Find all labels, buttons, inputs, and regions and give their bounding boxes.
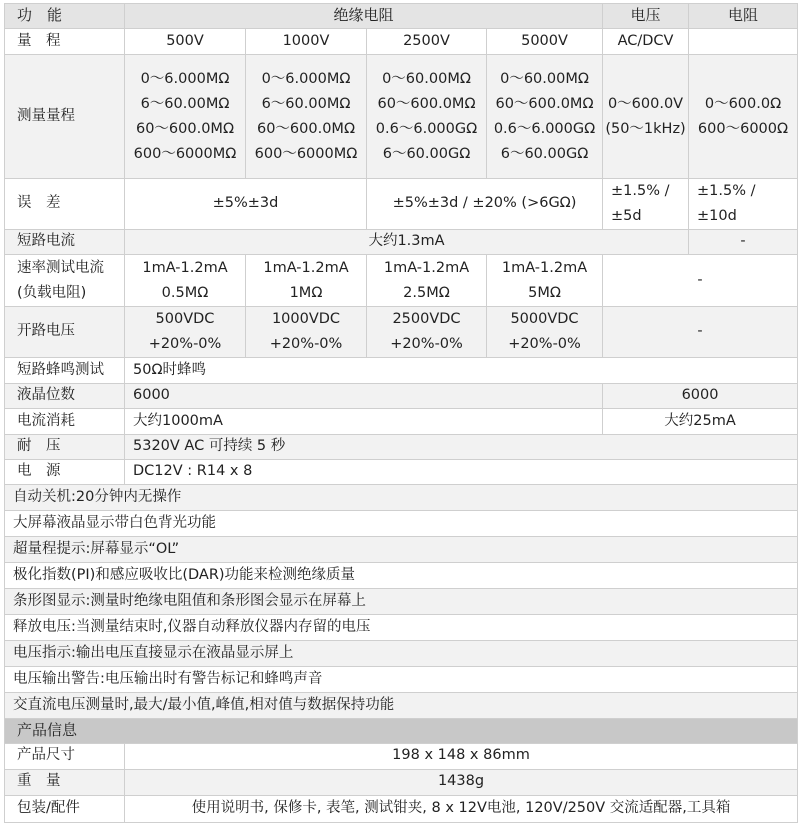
error-row xyxy=(5,179,798,230)
consumption-row xyxy=(5,409,798,435)
lcd-label: 液晶位数 xyxy=(5,384,125,409)
measure-range-resistance xyxy=(689,55,798,179)
rate-current-5000v xyxy=(487,255,603,307)
lcd-insulation: 6000 xyxy=(125,384,603,409)
range-row xyxy=(5,29,798,55)
range-500v: 500V xyxy=(125,29,246,55)
rate-current-resistance: - xyxy=(603,255,798,307)
label-line: (负载电阻) xyxy=(17,284,87,301)
load-value: 5MΩ xyxy=(528,284,561,301)
product-package-value: 使用说明书, 保修卡, 表笔, 测试钳夹, 8 x 12V电池, 120V/250V 交流适配器,工具箱 xyxy=(125,795,798,822)
rate-current-label xyxy=(5,255,125,307)
power-row xyxy=(5,460,798,485)
product-size-label: 产品尺寸 xyxy=(5,743,125,769)
range-resistance xyxy=(689,29,798,55)
range-voltage: AC/DCV xyxy=(603,29,689,55)
feature-text: 释放电压:当测量结束时,仪器自动释放仪器内存留的电压 xyxy=(5,615,798,641)
range-value: 0～600.0V xyxy=(607,95,684,112)
range-value: 0～600.0Ω xyxy=(704,95,782,112)
consumption-label: 电流消耗 xyxy=(5,409,125,435)
open-voltage-resistance: - xyxy=(603,307,798,358)
measure-range-500v xyxy=(125,55,246,179)
feature-text: 自动关机:20分钟内无操作 xyxy=(5,485,798,511)
range-value: 0～6.000MΩ xyxy=(140,70,230,87)
range-value: 0～6.000MΩ xyxy=(261,70,351,87)
rate-current-2500v xyxy=(367,255,487,307)
error-voltage xyxy=(603,179,689,230)
measure-range-voltage xyxy=(603,55,689,179)
measure-range-5000v xyxy=(487,55,603,179)
voltage-value: 1000VDC xyxy=(271,311,341,327)
tolerance-value: +20%-0% xyxy=(390,336,463,352)
load-value: 2.5MΩ xyxy=(403,284,450,301)
feature-row xyxy=(5,615,798,641)
range-value: 0～60.00MΩ xyxy=(500,70,589,87)
measure-range-2500v xyxy=(367,55,487,179)
tolerance-value: +20%-0% xyxy=(269,336,343,352)
range-value: 6～60.00GΩ xyxy=(382,145,471,162)
short-current-value: 大约1.3mA xyxy=(125,230,689,255)
error-low: ±5%±3d xyxy=(125,179,367,230)
load-value: 0.5MΩ xyxy=(161,284,209,301)
product-package-row xyxy=(5,795,798,822)
current-value: 1mA-1.2mA xyxy=(263,259,349,276)
feature-row xyxy=(5,485,798,511)
label-line: 速率测试电流 xyxy=(17,259,104,276)
range-value: 600～6000MΩ xyxy=(254,145,358,162)
header-resistance: 电阻 xyxy=(689,4,798,29)
rate-current-1000v xyxy=(246,255,367,307)
withstand-row xyxy=(5,435,798,460)
feature-row xyxy=(5,667,798,693)
power-label: 电 源 xyxy=(5,460,125,485)
error-value: ±1.5% / xyxy=(697,183,756,199)
range-value: 60～600.0MΩ xyxy=(495,95,594,112)
range-value: 0.6～6.000GΩ xyxy=(375,120,478,137)
range-value: 0～60.00MΩ xyxy=(382,70,471,87)
feature-row xyxy=(5,641,798,667)
error-label: 误 差 xyxy=(5,179,125,230)
tolerance-value: +20%-0% xyxy=(508,336,581,352)
product-package-label: 包装/配件 xyxy=(5,795,125,822)
current-value: 1mA-1.2mA xyxy=(383,259,470,276)
buzzer-label: 短路蜂鸣测试 xyxy=(5,358,125,384)
range-value: 60～600.0MΩ xyxy=(135,120,235,137)
spec-table xyxy=(4,3,798,823)
voltage-value: 5000VDC xyxy=(510,311,579,327)
rate-current-500v xyxy=(125,255,246,307)
product-weight-row xyxy=(5,769,798,795)
open-voltage-1000v xyxy=(246,307,367,358)
header-insulation: 绝缘电阻 xyxy=(125,4,603,29)
buzzer-row xyxy=(5,358,798,384)
error-value: ±5d xyxy=(611,208,642,224)
range-value: (50～1kHz) xyxy=(605,120,686,137)
feature-text: 大屏幕液晶显示带白色背光功能 xyxy=(5,511,798,537)
feature-row xyxy=(5,511,798,537)
feature-text: 条形图显示:测量时绝缘电阻值和条形图会显示在屏幕上 xyxy=(5,589,798,615)
feature-text: 极化指数(PI)和感应吸收比(DAR)功能来检测绝缘质量 xyxy=(5,563,798,589)
product-info-title: 产品信息 xyxy=(5,719,798,744)
tolerance-value: +20%-0% xyxy=(148,336,222,352)
feature-text: 电压输出警告:电压输出时有警告标记和蜂鸣声音 xyxy=(5,667,798,693)
range-value: 6～60.00MΩ xyxy=(140,95,230,112)
header-row xyxy=(5,4,798,29)
short-current-row xyxy=(5,230,798,255)
withstand-value: 5320V AC 可持续 5 秒 xyxy=(125,435,798,460)
voltage-value: 2500VDC xyxy=(392,311,461,327)
range-1000v: 1000V xyxy=(246,29,367,55)
range-value: 0.6～6.000GΩ xyxy=(493,120,596,137)
feature-row xyxy=(5,563,798,589)
open-voltage-2500v xyxy=(367,307,487,358)
open-voltage-label: 开路电压 xyxy=(5,307,125,358)
open-voltage-500v xyxy=(125,307,246,358)
range-value: 6～60.00MΩ xyxy=(261,95,351,112)
product-weight-label: 重 量 xyxy=(5,769,125,795)
rate-current-row xyxy=(5,255,798,307)
range-2500v: 2500V xyxy=(367,29,487,55)
range-label: 量 程 xyxy=(5,29,125,55)
product-info-header xyxy=(5,719,798,744)
measure-range-1000v xyxy=(246,55,367,179)
lcd-row xyxy=(5,384,798,409)
measure-range-label: 测量量程 xyxy=(5,55,125,179)
open-voltage-row xyxy=(5,307,798,358)
consumption-insulation: 大约1000mA xyxy=(125,409,603,435)
product-size-row xyxy=(5,743,798,769)
current-value: 1mA-1.2mA xyxy=(501,259,588,276)
feature-row xyxy=(5,537,798,563)
current-value: 1mA-1.2mA xyxy=(142,259,228,276)
product-size-value: 198 x 148 x 86mm xyxy=(125,743,798,769)
range-value: 60～600.0MΩ xyxy=(256,120,356,137)
measure-range-row xyxy=(5,55,798,179)
consumption-other: 大约25mA xyxy=(603,409,798,435)
range-value: 600～6000MΩ xyxy=(133,145,237,162)
header-voltage: 电压 xyxy=(603,4,689,29)
short-current-label: 短路电流 xyxy=(5,230,125,255)
range-value: 60～600.0MΩ xyxy=(377,95,476,112)
feature-text: 交直流电压测量时,最大/最小值,峰值,相对值与数据保持功能 xyxy=(5,693,798,719)
header-function: 功 能 xyxy=(5,4,125,29)
buzzer-value: 50Ω时蜂鸣 xyxy=(125,358,798,384)
open-voltage-5000v xyxy=(487,307,603,358)
power-value: DC12V : R14 x 8 xyxy=(125,460,798,485)
range-value: 6～60.00GΩ xyxy=(500,145,589,162)
lcd-other: 6000 xyxy=(603,384,798,409)
voltage-value: 500VDC xyxy=(155,311,215,327)
feature-row xyxy=(5,589,798,615)
error-value: ±10d xyxy=(697,208,737,224)
error-resistance xyxy=(689,179,798,230)
load-value: 1MΩ xyxy=(289,284,323,301)
range-5000v: 5000V xyxy=(487,29,603,55)
error-value: ±1.5% / xyxy=(611,183,670,199)
short-current-resistance: - xyxy=(689,230,798,255)
withstand-label: 耐 压 xyxy=(5,435,125,460)
feature-text: 电压指示:输出电压直接显示在液晶显示屏上 xyxy=(5,641,798,667)
product-weight-value: 1438g xyxy=(125,769,798,795)
feature-row xyxy=(5,693,798,719)
error-high: ±5%±3d / ±20% (>6GΩ) xyxy=(367,179,603,230)
range-value: 600～6000Ω xyxy=(697,120,789,137)
feature-text: 超量程提示:屏幕显示“OL” xyxy=(5,537,798,563)
